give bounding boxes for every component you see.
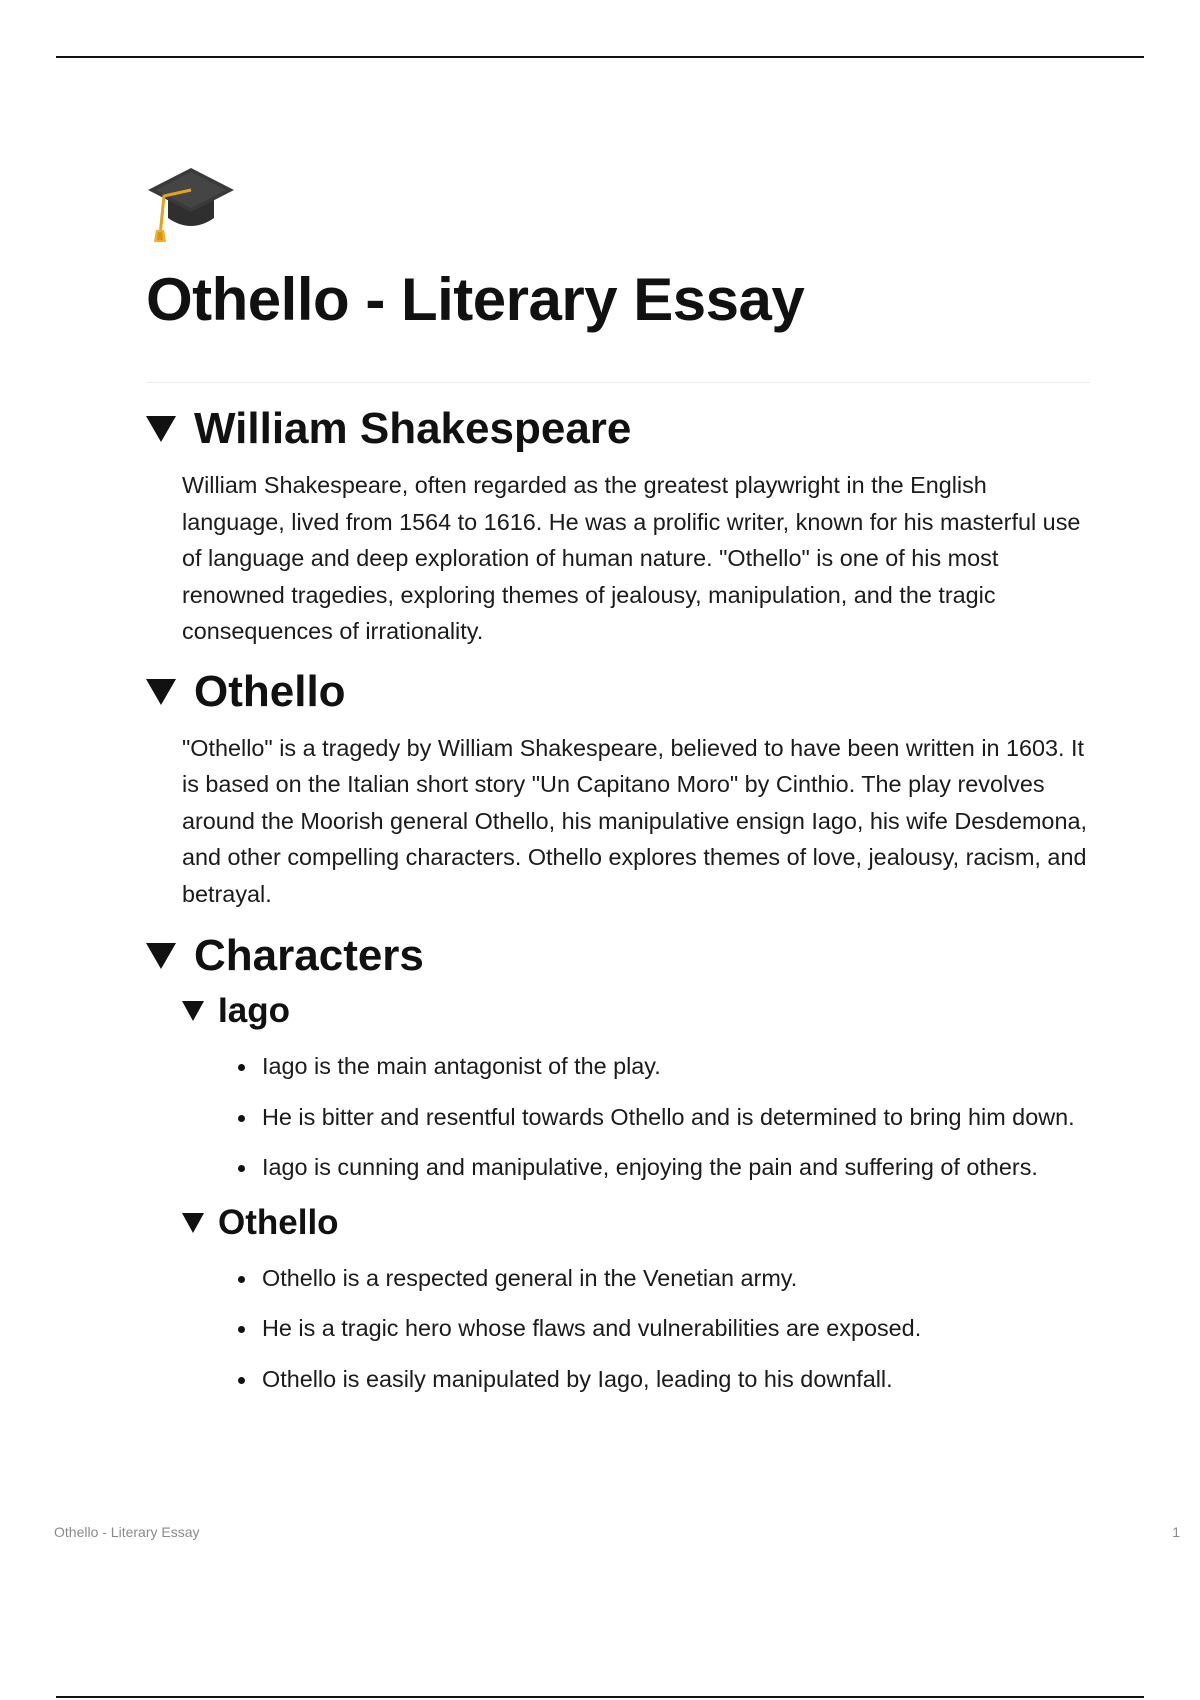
bullet-list [146,1048,1090,1186]
section-characters [146,928,1090,1397]
list-item: He is a tragic hero whose flaws and vulnerabilities are exposed. [262,1310,1090,1347]
section-heading-text: William Shakespeare [194,404,632,453]
subsection-iago [146,988,1090,1186]
toggle-triangle-icon[interactable] [182,1213,204,1233]
section-heading[interactable] [146,401,1090,457]
bullet-list [146,1260,1090,1398]
page-title: Othello - Literary Essay [146,266,805,333]
top-rule [56,56,1144,58]
toggle-triangle-icon[interactable] [146,416,176,442]
section-heading[interactable] [146,664,1090,720]
section-william-shakespeare [146,401,1090,650]
section-othello [146,664,1090,913]
toggle-triangle-icon[interactable] [182,1001,204,1021]
bottom-rule [56,1696,1144,1698]
list-item: Iago is the main antagonist of the play. [262,1048,1090,1085]
subsection-heading-text: Othello [218,1202,339,1242]
graduation-cap-icon [146,160,236,242]
toggle-triangle-icon[interactable] [146,679,176,705]
subsection-othello [146,1200,1090,1398]
footer-title: Othello - Literary Essay [54,1524,200,1540]
section-heading-text: Characters [194,931,424,980]
toggle-triangle-icon[interactable] [146,943,176,969]
document-content [146,160,1090,1411]
title-divider [146,382,1090,383]
subsection-heading[interactable] [146,1200,1090,1246]
section-body: William Shakespeare, often regarded as the greatest playwright in the English language, lived from 1564 to 1616. He was a prolific writer, known for his masterful use of language and deep exploration of human nature. "Othello" is one of his most renowned tragedies, exploring themes of jealousy, manipulation, and the tragic consequences of irrationality. [182,472,1081,644]
subsection-heading[interactable] [146,988,1090,1034]
section-body: "Othello" is a tragedy by William Shakespeare, believed to have been written in 1603. It is based on the Italian short story "Un Capitano Moro" by Cinthio. The play revolves around the Moorish general Othello, his manipulative ensign Iago, his wife Desdemona, and other compelling characters. Othello explores themes of love, jealousy, racism, and betrayal. [182,734,1087,907]
list-item: He is bitter and resentful towards Othello and is determined to bring him down. [262,1099,1090,1136]
subsection-heading-text: Iago [218,991,290,1030]
footer-page-number: 1 [1172,1524,1180,1540]
list-item: Othello is easily manipulated by Iago, leading to his downfall. [262,1361,1090,1398]
section-heading[interactable] [146,928,1090,984]
list-item: Othello is a respected general in the Venetian army. [262,1260,1090,1297]
list-item: Iago is cunning and manipulative, enjoying the pain and suffering of others. [262,1149,1090,1186]
section-heading-text: Othello [194,666,346,716]
